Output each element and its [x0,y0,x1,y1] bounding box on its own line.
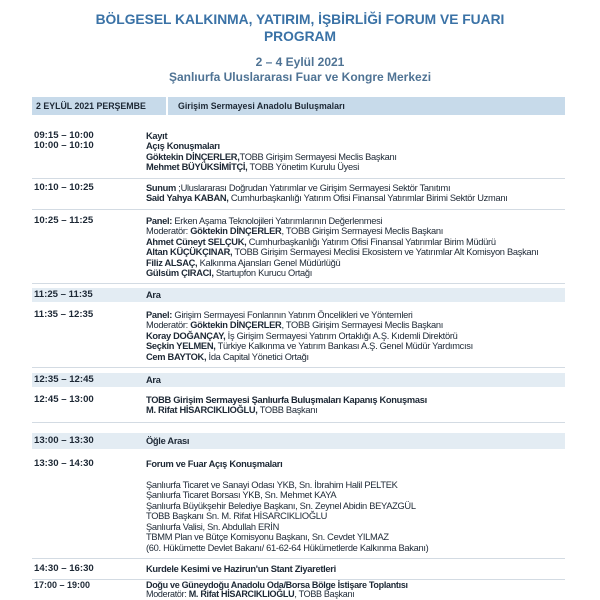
program-line [32,152,565,163]
program-title: BÖLGESEL KALKINMA, YATIRIM, İŞBİRLİĞİ FORUM VE FUARI [95,12,505,27]
program-line [32,141,565,152]
line-text [146,152,397,163]
program-entry [32,179,565,210]
program-line [32,395,565,406]
bold-text: Kurdele Kesimi ve Hazirun'un Stant Ziyaretleri [146,563,336,574]
time-slot [32,590,146,599]
time-slot: 12:45 – 13:00 [34,393,94,405]
line-text [146,288,161,302]
time-slot [32,152,146,163]
regular-text: , TOBB Girişim Sermayesi Meclis Başkanı [281,226,443,237]
regular-text: Girişim Sermayesi Fonlarının Yatırım Öncelikleri ve Yöntemleri [172,309,413,320]
regular-text: (60. Hükümette Devlet Bakanı/ 61-62-64 Hükümetlerde Kalkınma Bakanı) [146,542,429,553]
bold-text: Seçkin YELMEN, [146,341,216,352]
bold-text: TOBB Girişim Sermayesi Şanlıurfa Buluşmaları Kapanış Konuşması [146,394,427,405]
program-line [32,247,565,258]
regular-text: Şanlıurfa Valisi, Sn. Abdullah ERİN [146,521,279,532]
program-line [32,162,565,173]
program-entry [32,559,565,580]
program-line [32,331,565,342]
line-text [146,131,167,142]
time-slot [32,543,146,554]
line-text [146,141,220,152]
program-line [32,226,565,237]
program-entry [32,210,565,284]
bold-text: Panel: [146,309,173,320]
regular-text: , TOBB Başkanı [294,588,355,599]
line-text [146,490,336,501]
regular-text: TOBB Girişim Sermayesi Meclis Başkanı [239,151,397,162]
time-slot [32,237,146,248]
bold-text: Sunum [146,182,177,193]
line-text [146,237,496,248]
time-slot: 10:00 – 10:10 [34,140,94,152]
program-entry [32,449,565,559]
bold-text: Göktekin DİNÇERLER, [146,151,240,162]
venue-name: Şanlıurfa Uluslararası Fuar ve Kongre Merkezi [168,70,432,84]
schedule [32,115,565,599]
program-line [32,532,565,543]
time-slot: 17:00 – 19:00 [34,579,91,590]
program-line [32,373,565,387]
line-text [146,480,398,491]
program-line [32,193,565,204]
regular-text: İş Girişim Sermayesi Yatırım Ortaklığı A.Ş. Kıdemli Direktörü [225,330,458,341]
program-line [32,288,565,302]
session-title: Girişim Sermayesi Anadolu Buluşmaları [168,97,565,115]
regular-text: Kalkınma Ajansları Genel Müdürlüğü [197,257,341,268]
time-slot [32,532,146,543]
line-text [146,564,336,575]
bold-text: Cem BAYTOK, [146,351,207,362]
regular-text: Startupfon Kurucu Ortağı [213,268,313,279]
regular-text: Şanlıurfa Büyükşehir Belediye Başkanı, Sn. Zeynel Abidin BEYAZGÜL [146,500,416,511]
time-slot [32,162,146,173]
line-text [146,395,427,406]
program-entry [32,302,565,369]
time-slot: 09:15 – 10:00 [34,129,94,141]
time-slot [32,193,146,204]
bold-text: Ara [146,289,161,300]
bold-text: Panel: [146,215,173,226]
regular-text: Moderatör: [146,226,191,237]
time-slot: 14:30 – 16:30 [34,562,94,574]
break-band [32,433,565,449]
break-band [32,288,565,302]
line-text [146,216,382,227]
time-slot: 13:30 – 14:30 [34,457,94,469]
event-dates: 2 – 4 Eylül 2021 [255,55,345,69]
time-slot [32,247,146,258]
bold-text: Gülsüm ÇIRACI, [146,268,214,279]
regular-text: Şanlıurfa Ticaret ve Sanayi Odası YKB, Sn. İbrahim Halil PELTEK [146,479,398,490]
program-heading: PROGRAM [263,29,337,44]
line-text [146,341,473,352]
line-text [146,310,413,321]
regular-text: Cumhurbaşkanlığı Yatırım Ofisi Finansal Yatırımlar Birim Müdürü [246,236,496,247]
program-entry [32,580,565,599]
bold-text: Koray DOĞANÇAY, [146,330,226,341]
program-line [32,258,565,269]
regular-text: Moderatör: [146,588,189,599]
bold-text: Forum ve Fuar Açış Konuşmaları [146,458,283,469]
line-text [146,501,416,512]
program-line [32,268,565,279]
bold-text: M. Rifat HİSARCIKLIOĞLU [188,588,295,599]
bold-text: Altan KÜÇÜKÇINAR, [146,247,233,258]
regular-text: TBMM Plan ve Bütçe Komisyonu Başkanı, Sn. Cevdet YILMAZ [146,532,389,543]
regular-text: , TOBB Girişim Sermayesi Meclis Başkanı [281,320,443,331]
regular-text: Erken Aşama Teknolojileri Yatırımlarının Değerlenmesi [172,215,383,226]
line-text [146,532,389,543]
time-slot: 11:25 – 11:35 [34,288,93,300]
regular-text: Şanlıurfa Ticaret Borsası YKB, Sn. Mehmet KAYA [146,490,337,501]
program-line [32,405,565,416]
break-band [32,373,565,387]
program-line [32,490,565,501]
program-line [32,564,565,575]
line-text [146,511,327,522]
bold-text: Kayıt [146,130,168,141]
program-line [32,183,565,194]
program-line [32,237,565,248]
program-line [32,433,565,449]
program-line [32,511,565,522]
line-text [146,543,428,554]
bold-text: Öğle Arası [146,436,190,446]
line-text [146,320,443,331]
time-slot: 12:35 – 12:45 [34,374,94,385]
bold-text: Ara [146,375,161,385]
program-line [32,352,565,363]
program-line [32,131,565,142]
bold-text: M. Rifat HİSARCIKLIOĞLU, [146,405,258,416]
line-text [146,352,309,363]
time-slot: 10:25 – 11:25 [34,214,94,226]
program-line [32,310,565,321]
regular-text: ;Uluslararası Doğrudan Yatırımlar ve Girişim Sermayesi Sektör Tanıtımı [176,182,451,193]
bold-text: Açış Konuşmaları [146,141,220,152]
line-text [146,226,443,237]
time-slot: 13:00 – 13:30 [34,435,94,446]
line-text [146,522,279,533]
line-text [146,405,317,416]
time-slot: 10:10 – 10:25 [34,181,94,193]
line-text [146,162,359,173]
line-text [146,373,161,387]
line-text [146,590,354,599]
program-entry [32,115,565,179]
bold-text: Filiz ALSAÇ, [146,257,198,268]
regular-text: TOBB Yönetim Kurulu Üyesi [247,162,360,173]
line-text [146,268,312,279]
program-line [32,501,565,512]
bold-text: Ahmet Cüneyt SELÇUK, [146,236,247,247]
program-entry [32,387,565,423]
time-slot [32,226,146,237]
program-line [32,320,565,331]
day-header [32,97,565,115]
program-line [32,543,565,554]
line-text [146,459,282,470]
line-text [146,433,189,449]
time-slot [32,341,146,352]
bold-text: Mehmet BÜYÜKSİMİTÇİ, [146,162,248,173]
time-slot [32,511,146,522]
line-text [146,331,458,342]
regular-text: İda Capital Yönetici Ortağı [206,351,309,362]
regular-text: Türkiye Kalkınma ve Yatırım Bankası A.Ş. Genel Müdür Yardımcısı [215,341,473,352]
time-slot [32,501,146,512]
time-slot [32,405,146,416]
day-date: 2 EYLÜL 2021 PERŞEMBE [32,97,166,115]
program-line [32,522,565,533]
program-line [32,341,565,352]
regular-text: Cumhurbaşkanlığı Yatırım Ofisi Finansal Yatırımlar Birimi Sektör Uzmanı [228,193,508,204]
regular-text: TOBB Başkanı Sn. M. Rifat HİSARCIKLIOĞLU [146,511,328,522]
time-slot [32,258,146,269]
bold-text: Doğu ve Güneydoğu Anadolu Oda/Borsa Bölge İstişare Toplantısı [146,579,408,590]
program-line [32,590,565,599]
bold-text: Göktekin DİNÇERLER [190,226,282,237]
time-slot: 11:35 – 12:35 [34,308,94,320]
regular-text: TOBB Girişim Sermayesi Meclisi Ekosistem ve Yatırımlar Alt Komisyon Başkanı [232,247,539,258]
time-slot [32,522,146,533]
time-slot [32,331,146,342]
time-slot [32,268,146,279]
program-line [32,480,565,491]
time-slot [32,352,146,363]
time-slot [32,490,146,501]
bold-text: Göktekin DİNÇERLER [190,320,282,331]
program-line [32,459,565,470]
line-text [146,247,538,258]
line-text [146,183,450,194]
line-text [146,258,340,269]
program-line [32,216,565,227]
regular-text: Moderatör: [146,320,191,331]
regular-text: TOBB Başkanı [257,405,318,416]
line-text [146,193,507,204]
bold-text: Said Yahya KABAN, [146,193,229,204]
time-slot [32,320,146,331]
time-slot [32,480,146,491]
